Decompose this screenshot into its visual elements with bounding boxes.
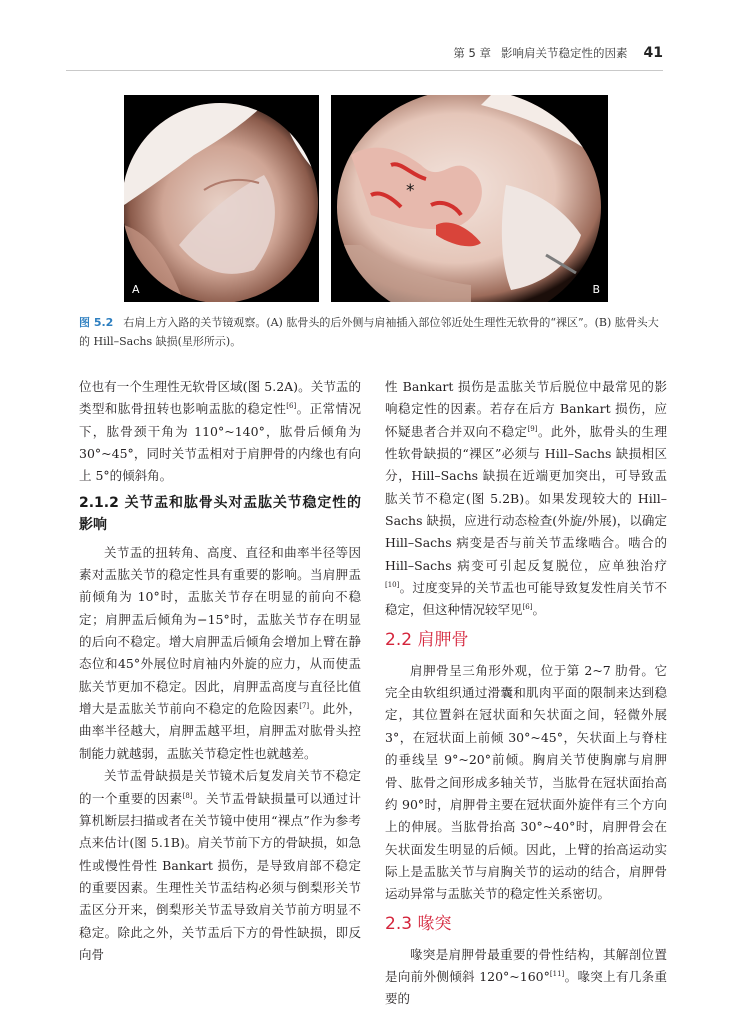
figure-panel-a xyxy=(124,95,319,302)
text-run: 喙突是肩胛骨最重要的骨性结构，其解剖位置是向前外侧倾斜 120°~160° xyxy=(385,946,667,984)
section-heading-2-3: 2.3 喙突 xyxy=(385,913,452,934)
citation: [6] xyxy=(522,603,533,612)
text-run: 位也有一个生理性无软骨区域(图 5.2A)。关节盂的类型和肱骨扭转也影响盂肱的稳定性 xyxy=(79,379,361,417)
text-run: 。正常情况下，肱骨颈干角为 110°~140°，肱骨后倾角为 30°~45°，同时关节盂相对于肩胛骨的内缘也有向上 5°的倾斜角。 xyxy=(79,401,361,484)
text-run: 。过度变异的关节盂也可能导致复发性肩关节不稳定，但这种情况较罕见 xyxy=(385,580,667,618)
text-run: 。此外，曲率半径越大，肩胛盂越平坦，肩胛盂对肱骨头控制能力就越弱，盂肱关节稳定性也就越差。 xyxy=(79,701,361,761)
caption-text: 右肩上方入路的关节镜观察。(A) 肱骨头的后外侧与肩袖插入部位邻近处生理性无软骨的“裸区”。(B) 肱骨头大的 Hill–Sachs 缺损(星形所示)。 xyxy=(79,316,659,348)
panel-label-a: A xyxy=(132,283,140,296)
citation: [8] xyxy=(182,791,193,800)
hill-sachs-marker: * xyxy=(406,181,415,201)
text-run: 关节盂骨缺损是关节镜术后复发肩关节不稳定的一个重要的因素 xyxy=(79,768,361,806)
panel-label-b: B xyxy=(592,283,600,296)
running-header xyxy=(430,42,663,64)
paragraph xyxy=(385,944,667,1011)
citation: [9] xyxy=(527,424,538,433)
arthroscopy-image-a xyxy=(124,95,319,302)
chapter-number: 第 5 章 xyxy=(453,46,492,60)
text-run: 关节盂的扭转角、高度、直径和曲率半径等因素对盂肱关节的稳定性具有重要的影响。当肩胛盂前倾角为 10°时，盂肱关节存在明显的前向不稳定；肩胛盂后倾角为−15°时，盂肱关节存在明显的后向不稳定。增大肩胛盂后倾角会增加上臂在静态位和45°外展位时肩袖内外旋的应力，从而使盂肱关节更加不稳定。因此，肩胛盂高度与直径比值增大是盂肱关节前向不稳定的危险因素 xyxy=(79,544,361,717)
citation: [6] xyxy=(286,402,297,411)
citation: [10] xyxy=(385,580,400,589)
header-divider xyxy=(66,70,663,71)
section-heading-2-2: 2.2 肩胛骨 xyxy=(385,629,469,650)
paragraph xyxy=(79,376,361,488)
paragraph: 肩胛骨呈三角形外观，位于第 2~7 肋骨。它完全由软组织通过滑囊和肌肉平面的限制来达到稳定，其位置斜在冠状面和矢状面之间，轻微外展 3°，在冠状面上前倾 30°~45°，矢状面上与脊柱的垂线呈 9°~20°前倾。胸肩关节使胸廓与肩胛骨、肱骨之间形成多轴关节，当肱骨在冠状面抬高约 90°时，肩胛骨主要在冠状面外旋伴有三个方向上的伸展。当肱骨抬高 30°~40°时，肩胛骨会在矢状面发生明显的后倾。因此，上臂的抬高运动实际上是盂肱关节与肩胸关节的运动的结合，肩胛骨运动异常与盂肱关节的稳定性关系密切。 xyxy=(385,662,667,902)
text-run: 性 Bankart 损伤是盂肱关节后脱位中最常见的影响稳定性的因素。若存在后方 Bankart 损伤，应怀疑患者合并双向不稳定 xyxy=(385,379,667,439)
text-run: 。此外，肱骨头的生理性软骨缺损的“裸区”必须与 Hill–Sachs 缺损相区分，Hill–Sachs 缺损在近端更加突出，可导致盂肱关节不稳定(图 5.2B)。如果发现较大的 Hill–Sachs 缺损，应进行动态检查(外旋/外展)，以确定 Hill–Sachs 病变是否与前关节盂缘啮合。啮合的 Hill–Sachs 病变可引起反复脱位，应单独治疗 xyxy=(385,423,667,573)
paragraph xyxy=(79,765,361,966)
right-column xyxy=(385,376,667,1011)
figure-panel-b xyxy=(331,95,608,302)
paragraph xyxy=(385,376,667,622)
page-number: 41 xyxy=(643,45,663,61)
chapter-title: 影响肩关节稳定性的因素 xyxy=(501,46,628,60)
text-run: 。喙突上有几条重要的 xyxy=(385,968,667,1007)
figure-caption xyxy=(79,313,667,351)
section-heading-2-1-2: 2.1.2 关节盂和肱骨头对盂肱关节稳定性的影响 xyxy=(79,494,361,533)
citation: [11] xyxy=(549,969,565,978)
text-run: 。关节盂骨缺损量可以通过计算机断层扫描或者在关节镜中使用“裸点”作为参考点来估计(图 5.1B)。肩关节前下方的骨缺损，如急性或慢性骨性 Bankart 损伤，是导致肩部不稳定的重要因素。生理性关节盂结构必须与倒梨形关节盂区分开来，倒梨形关节盂导致肩关节前方明显不稳定。除此之外，关节盂后下方的骨性缺损，即反向骨 xyxy=(79,790,361,962)
arthroscopy-image-b xyxy=(331,95,608,302)
text-run: 。 xyxy=(532,602,545,618)
figure-label: 图 5.2 xyxy=(79,316,114,329)
citation: [7] xyxy=(299,701,310,710)
paragraph xyxy=(79,542,361,765)
left-column xyxy=(79,376,361,966)
